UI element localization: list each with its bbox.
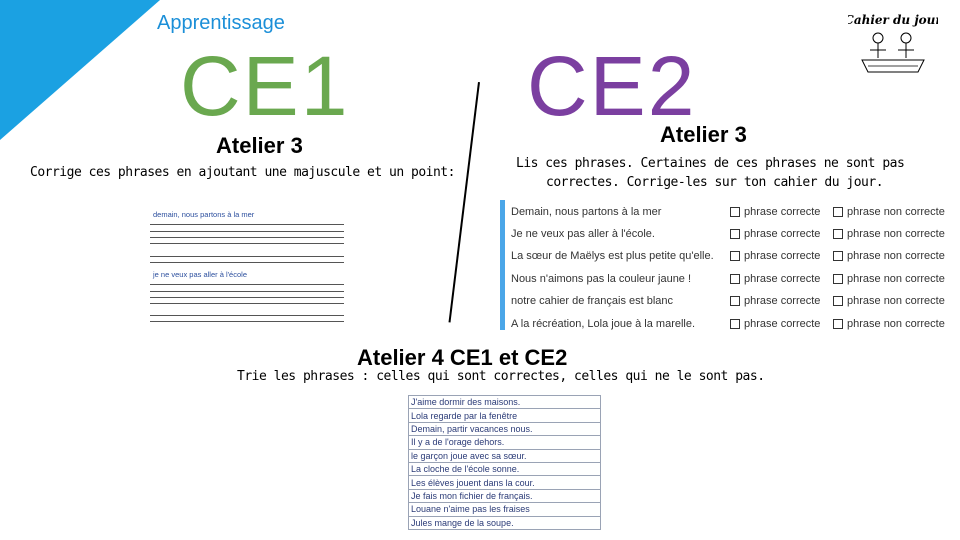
checkbox-correct[interactable] — [730, 274, 740, 284]
checkbox-correct[interactable] — [730, 229, 740, 239]
instruction-ce2-line1: Lis ces phrases. Certaines de ces phrases ne sont pas — [516, 156, 905, 171]
instruction-ce2-line2: correctes. Corrige-les sur ton cahier du jour. — [546, 175, 884, 190]
worksheet-sentence: je ne veux pas aller à l'école — [153, 270, 247, 279]
sentence-row: Demain, nous partons à la mer phrase correcte phrase non correcte — [511, 206, 945, 218]
atelier4-instruction: Trie les phrases : celles qui sont correctes, celles qui ne le sont pas. — [237, 369, 765, 384]
checkbox-incorrect[interactable] — [833, 251, 843, 261]
cahier-du-jour-logo — [848, 8, 938, 78]
level-title-ce1: CE1 — [180, 39, 350, 133]
level-title-ce2: CE2 — [527, 39, 697, 133]
logo-text: Cahier du jour — [848, 13, 938, 27]
atelier-title-ce1: Atelier 3 — [216, 133, 303, 158]
table-row: Les élèves jouent dans la cour. — [409, 476, 601, 489]
worksheet-image — [150, 207, 346, 327]
table-row: Jules mange de la soupe. — [409, 516, 601, 529]
table-row: Il y a de l'orage dehors. — [409, 436, 601, 449]
table-row: Demain, partir vacances nous. — [409, 422, 601, 435]
checkbox-correct[interactable] — [730, 296, 740, 306]
table-row: J'aime dormir des maisons. — [409, 396, 601, 409]
checkbox-incorrect[interactable] — [833, 274, 843, 284]
sentence-row: Nous n'aimons pas la couleur jaune ! phrase correcte phrase non correcte — [511, 273, 945, 285]
table-row: Lola regarde par la fenêtre — [409, 409, 601, 422]
checkbox-incorrect[interactable] — [833, 229, 843, 239]
divider-line — [449, 82, 480, 322]
checkbox-incorrect[interactable] — [833, 207, 843, 217]
atelier-title-ce2: Atelier 3 — [660, 122, 747, 147]
checkbox-correct[interactable] — [730, 207, 740, 217]
sentence-row: Je ne veux pas aller à l'école. phrase correcte phrase non correcte — [511, 228, 945, 240]
table-row: La cloche de l'école sonne. — [409, 462, 601, 475]
sentence-row: notre cahier de français est blanc phrase correcte phrase non correcte — [511, 295, 945, 307]
corner-decoration — [0, 0, 160, 140]
instruction-ce1: Corrige ces phrases en ajoutant une majuscule et un point: — [30, 165, 455, 180]
checkbox-correct[interactable] — [730, 251, 740, 261]
checkbox-incorrect[interactable] — [833, 296, 843, 306]
sentence-row: A la récréation, Lola joue à la marelle. phrase correcte phrase non correcte — [511, 318, 945, 330]
sentence-row: La sœur de Maëlys est plus petite qu'elle. phrase correcte phrase non correcte — [511, 250, 945, 262]
checkbox-correct[interactable] — [730, 319, 740, 329]
atelier4-title: Atelier 4 CE1 et CE2 — [357, 345, 568, 370]
worksheet-sentence: demain, nous partons à la mer — [153, 210, 255, 219]
table-row: Louane n'aime pas les fraises — [409, 503, 601, 516]
table-row: le garçon joue avec sa sœur. — [409, 449, 601, 462]
checkbox-incorrect[interactable] — [833, 319, 843, 329]
table-row: Je fais mon fichier de français. — [409, 489, 601, 502]
section-label: Apprentissage — [157, 12, 285, 34]
sorting-table — [408, 395, 601, 530]
